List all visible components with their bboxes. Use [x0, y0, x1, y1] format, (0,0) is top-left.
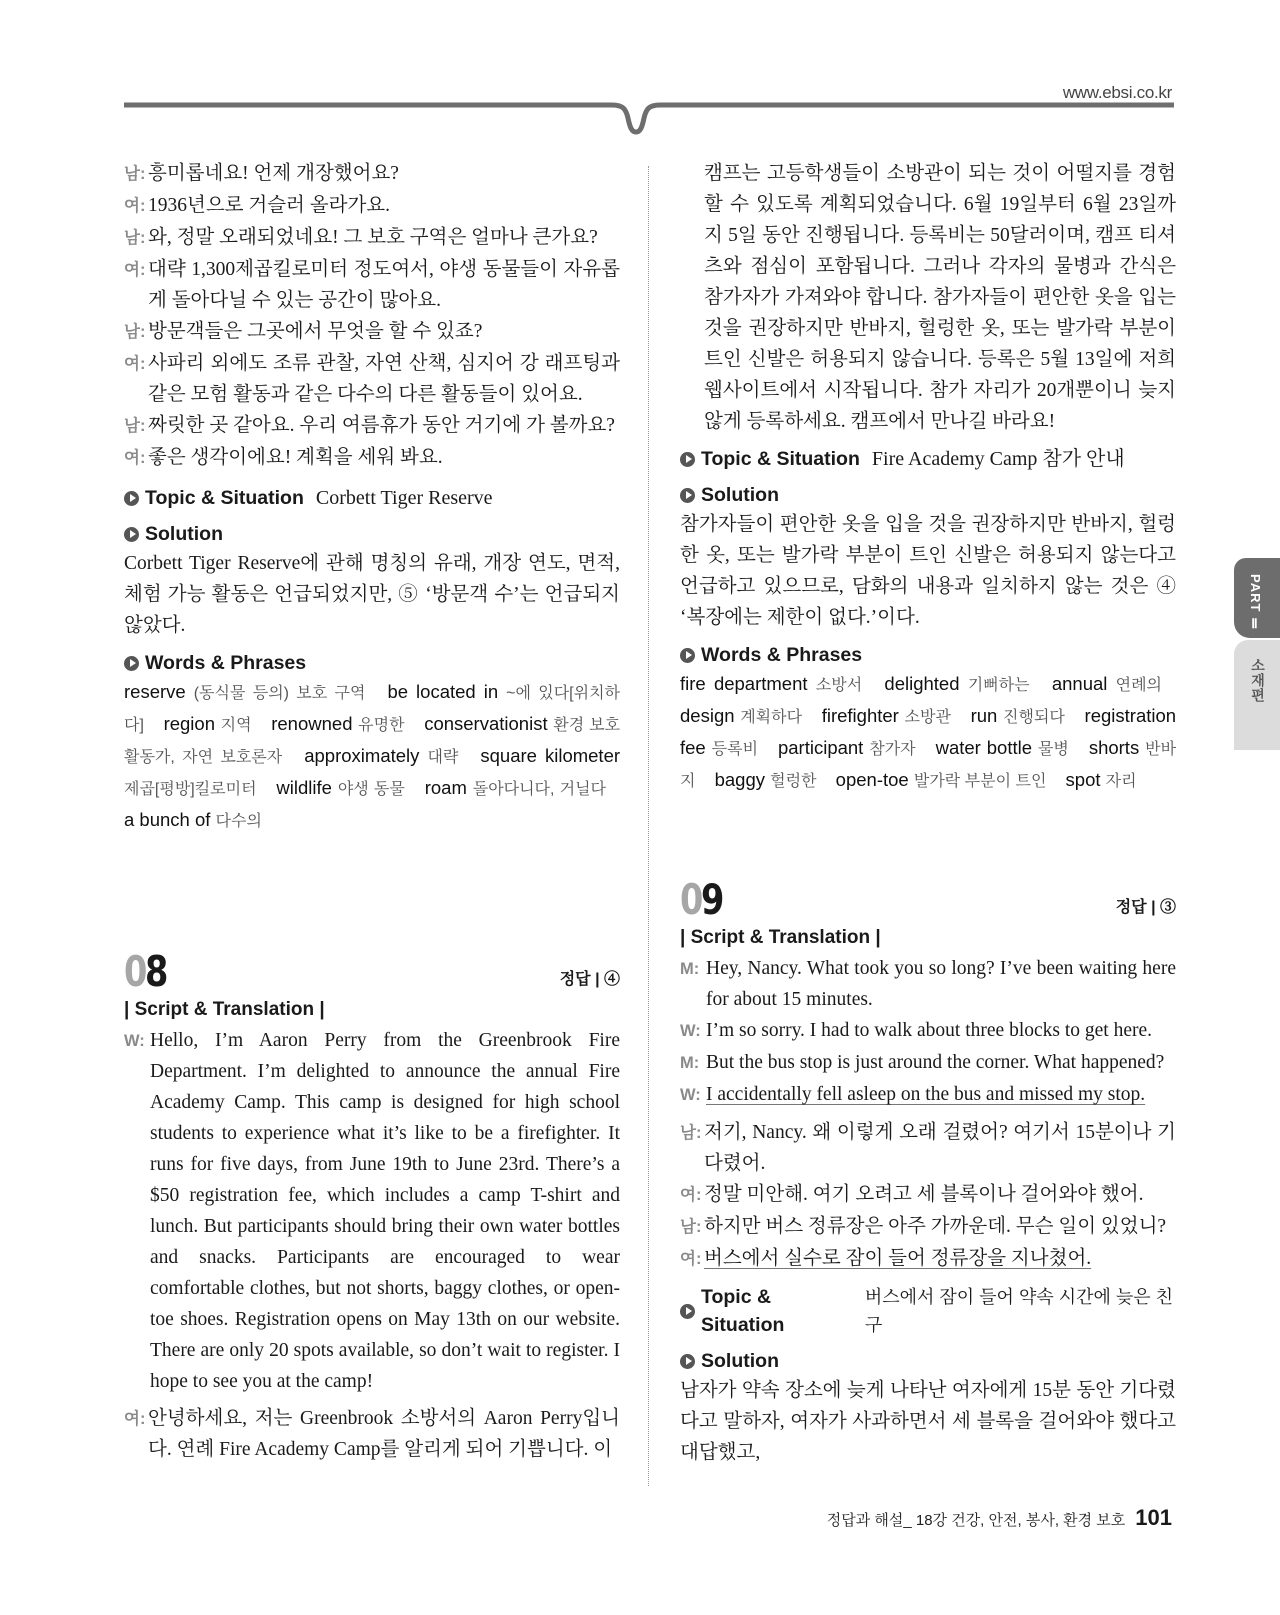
word-ko: 소방관 — [904, 709, 951, 726]
dialogue-text: 방문객들은 그곳에서 무엇을 할 수 있죠? — [148, 321, 483, 342]
solution-text: 남자가 약속 장소에 늦게 나타난 여자에게 15분 동안 기다렸다고 말하자, 여자가 사과하면서 세 블록을 걸어와야 했다고 대답했고, — [680, 1380, 1176, 1463]
dialogue-ko — [124, 158, 620, 474]
word-ko: 계획하다 — [740, 709, 803, 726]
part-tab[interactable] — [1234, 558, 1280, 638]
question-number: 08 — [124, 947, 166, 996]
dialogue-text: 1936년으로 거슬러 올라가요. — [148, 195, 390, 216]
word-en: open-toe — [835, 769, 909, 790]
word-en: annual — [1051, 673, 1108, 694]
column-divider — [648, 166, 649, 1486]
play-bullet-icon — [680, 1354, 695, 1369]
word-ko: 헐렁한 — [770, 773, 817, 790]
dialogue-text: 흥미롭네요! 언제 개장했어요? — [148, 163, 399, 184]
translation-continued: 캠프는 고등학생들이 소방관이 되는 것이 어떨지를 경험할 수 있도록 계획되었습니다. 6월 19일부터 6월 23일까지 5일 동안 진행됩니다. 등록비는 50달러이며, 캠프 티셔츠와 점심이 포함됩니다. 그러나 각자의 물병과 간식은 참가자가 가져와야 합니다. 참가자들이 편안한 옷을 입는 것을 권장하지만 반바지, 헐렁한 옷, 또는 발가락 부분이 트인 신발은 허용되지 않습니다. 등록은 5월 13일에 저희 웹사이트에서 시작됩니다. 참가 자리가 20개뿐이니 늦지 않게 등록하세요. 캠프에서 만나길 바라요! — [704, 163, 1176, 432]
speaker-label: W: — [680, 1022, 701, 1040]
solution-heading — [124, 520, 620, 548]
words-heading — [680, 641, 1176, 669]
dialogue-text: 좋은 생각이에요! 계획을 세워 봐요. — [148, 447, 443, 468]
dialogue-line — [124, 190, 620, 222]
word-ko: 물병 — [1037, 741, 1069, 758]
words-label: Words & Phrases — [145, 652, 307, 674]
speaker-label: M: — [680, 1054, 700, 1072]
dialogue-line — [680, 1079, 1176, 1111]
words-label: Words & Phrases — [701, 644, 863, 666]
speaker-label: 여: — [124, 355, 146, 373]
dialogue-line — [124, 158, 620, 190]
word-en: run — [970, 705, 998, 726]
word-en: region — [163, 713, 215, 734]
word-en: firefighter — [821, 705, 899, 726]
script-title: | Script & Translation | — [680, 927, 881, 948]
solution-label: Solution — [145, 523, 223, 545]
solution-label: Solution — [701, 484, 779, 506]
word-ko: 다수의 — [215, 813, 262, 830]
dialogue-text: I’m so sorry. I had to walk about three blocks to get here. — [706, 1020, 1153, 1041]
word-ko: 유명한 — [358, 717, 405, 734]
word-ko: (동식물 등의) 보호 구역 — [193, 685, 366, 702]
dialogue-line — [680, 1243, 1176, 1275]
word-en: delighted — [884, 673, 960, 694]
dialogue-text: 버스에서 실수로 잠이 들어 정류장을 지나쳤어. — [704, 1248, 1092, 1269]
play-bullet-icon — [124, 527, 139, 542]
dialogue-text: I accidentally fell asleep on the bus and missed my stop. — [706, 1084, 1146, 1105]
dialogue-line — [124, 410, 620, 442]
dialogue-text: But the bus stop is just around the corner. What happened? — [706, 1052, 1165, 1073]
word-en: wildlife — [276, 777, 332, 798]
section-tab[interactable] — [1234, 640, 1280, 750]
word-en: roam — [424, 777, 467, 798]
word-en: participant — [777, 737, 864, 758]
script-dialogue — [680, 953, 1176, 1111]
dialogue-line — [680, 1117, 1176, 1179]
word-ko: 반바지 — [680, 741, 1177, 790]
solution-text: 참가자들이 편안한 옷을 입을 것을 권장하지만 반바지, 헐렁한 옷, 또는 발가락 부분이 트인 신발은 허용되지 않는다고 언급하고 있으므로, 담화의 내용과 일치하지 않는 것은 ④ ‘복장에는 제한이 없다.’이다. — [680, 514, 1176, 628]
header-rule — [124, 100, 1174, 140]
word-ko: ~에 있다[위치하다] — [124, 685, 620, 734]
words-heading — [124, 649, 620, 677]
word-en: baggy — [714, 769, 766, 790]
word-en: approximately — [304, 745, 420, 766]
word-ko: 등록비 — [711, 741, 759, 758]
word-ko: 참가자 — [869, 741, 916, 758]
speaker-label: 여: — [680, 1250, 702, 1268]
play-bullet-icon — [680, 1304, 695, 1319]
dialogue-line — [124, 348, 620, 410]
word-ko: 기뻐하는 — [967, 677, 1030, 694]
page-footer — [827, 1505, 1172, 1531]
word-ko: 야생 동물 — [337, 781, 405, 798]
speaker-label: W: — [680, 1086, 701, 1104]
speaker-label: 남: — [124, 229, 146, 247]
left-column — [124, 158, 620, 1465]
translation-text: 안녕하세요, 저는 Greenbrook 소방서의 Aaron Perry입니다. 연례 Fire Academy Camp를 알리게 되어 기쁩니다. 이 — [148, 1408, 620, 1460]
speaker-label: 여: — [124, 449, 146, 467]
dialogue-text: 짜릿한 곳 같아요. 우리 여름휴가 동안 거기에 가 볼까요? — [148, 415, 615, 436]
word-en: a bunch of — [124, 809, 211, 830]
words-list — [680, 669, 1176, 797]
word-ko: 소방서 — [815, 677, 863, 694]
site-url: www.ebsi.co.kr — [1062, 83, 1172, 102]
speaker-label: 여: — [124, 261, 146, 279]
script-text: Hello, I’m Aaron Perry from the Greenbrook Fire Department. I’m delighted to announce the annual Fire Academy Camp. This camp is designed for high school students to experience what it’s like to be a firefighter. It runs for five days, from June 19th to June 23rd. There’s a $50 registration fee, which includes a camp T-shirt and lunch. But participants should bring their own water bottles and snacks. Participants are encouraged to wear comfortable clothes, but not shorts, baggy clothes, or open-toe shoes. Registration opens on May 13th on our website. There are only 20 spots available, so don’t wait to register. I hope to see you at the camp! — [150, 1030, 620, 1392]
dialogue-line — [124, 222, 620, 254]
topic-heading — [680, 445, 1176, 473]
dialogue-text: 정말 미안해. 여기 오려고 세 블록이나 걸어와야 했어. — [704, 1184, 1144, 1205]
word-ko: 진행되다 — [1003, 709, 1065, 726]
word-ko: 환경 보호 활동가, 자연 보호론자 — [124, 717, 621, 766]
speaker-label: 남: — [124, 165, 146, 183]
word-ko: 제곱[평방]킬로미터 — [124, 781, 257, 798]
word-ko: 발가락 부분이 트인 — [913, 773, 1047, 790]
word-en: design — [680, 705, 735, 726]
play-bullet-icon — [680, 452, 695, 467]
dialogue-line — [680, 1047, 1176, 1079]
topic-label: Topic & Situation — [701, 1286, 785, 1336]
word-en: reserve — [124, 681, 186, 702]
dialogue-text: 저기, Nancy. 왜 이렇게 오래 걸렸어? 여기서 15분이나 기다렸어. — [704, 1122, 1176, 1174]
translation-line — [124, 1403, 620, 1465]
dialogue-line — [124, 316, 620, 348]
solution-heading — [680, 481, 1176, 509]
solution-label: Solution — [701, 1350, 779, 1372]
dialogue-text: 와, 정말 오래되었네요! 그 보호 구역은 얼마나 큰가요? — [148, 227, 598, 248]
word-en: registration fee — [680, 705, 1177, 758]
word-en: shorts — [1088, 737, 1140, 758]
word-ko: 돌아다니다, 거닐다 — [472, 781, 607, 798]
solution-text: Corbett Tiger Reserve에 관해 명칭의 유래, 개장 연도, 면적, 체험 가능 활동은 언급되었지만, ⑤ ‘방문객 수’는 언급되지 않았다. — [124, 553, 620, 636]
speaker-label: 남: — [680, 1218, 702, 1236]
topic-value: 버스에서 잠이 들어 약속 시간에 늦은 친구 — [864, 1287, 1174, 1335]
page-number: 101 — [1135, 1505, 1172, 1530]
topic-value: Corbett Tiger Reserve — [315, 487, 493, 509]
answer-label: 정답 | ③ — [1115, 899, 1176, 916]
speaker-label: W: — [124, 1032, 145, 1050]
dialogue-text: 사파리 외에도 조류 관찰, 자연 산책, 심지어 강 래프팅과 같은 모험 활동과 같은 다수의 다른 활동들이 있어요. — [148, 353, 620, 405]
dialogue-text: Hey, Nancy. What took you so long? I’ve been waiting here for about 15 minutes. — [706, 958, 1176, 1010]
play-bullet-icon — [124, 491, 139, 506]
word-en: renowned — [271, 713, 353, 734]
play-bullet-icon — [680, 488, 695, 503]
play-bullet-icon — [680, 648, 695, 663]
dialogue-line — [680, 1179, 1176, 1211]
word-en: be located in — [387, 681, 499, 702]
dialogue-text: 대략 1,300제곱킬로미터 정도여서, 야생 동물들이 자유롭게 돌아다닐 수 있는 공간이 많아요. — [148, 259, 620, 311]
script-line — [124, 1025, 620, 1397]
speaker-label: 여: — [124, 197, 146, 215]
dialogue-line — [124, 254, 620, 316]
speaker-label: 여: — [680, 1186, 702, 1204]
topic-heading — [124, 484, 620, 512]
speaker-label: 여: — [124, 1410, 146, 1428]
dialogue-line — [680, 1211, 1176, 1243]
question-09-header — [680, 877, 1176, 923]
word-ko: 지역 — [220, 717, 252, 734]
speaker-label: M: — [680, 960, 700, 978]
part-tab-label: PART Ⅱ — [1248, 574, 1263, 634]
dialogue-line — [680, 953, 1176, 1015]
play-bullet-icon — [124, 656, 139, 671]
topic-label: Topic & Situation — [701, 448, 860, 470]
word-ko: 자리 — [1105, 773, 1137, 790]
speaker-label: 남: — [680, 1124, 702, 1142]
question-number: 09 — [680, 875, 722, 924]
word-en: conservationist — [424, 713, 548, 734]
script-title: | Script & Translation | — [124, 999, 325, 1020]
footer-chapter: 정답과 해설_ 18강 건강, 안전, 봉사, 환경 보호 — [826, 1512, 1126, 1529]
word-en: spot — [1065, 769, 1101, 790]
dialogue-line — [124, 442, 620, 474]
solution-heading — [680, 1347, 1176, 1375]
word-en: fire department — [680, 673, 808, 694]
topic-value: Fire Academy Camp 참가 안내 — [871, 448, 1125, 470]
word-ko: 대략 — [427, 749, 459, 766]
speaker-label: 남: — [124, 323, 146, 341]
word-ko: 연례의 — [1115, 677, 1163, 694]
section-tab-label: 소재편 — [1250, 658, 1266, 703]
speaker-label: 남: — [124, 417, 146, 435]
topic-label: Topic & Situation — [145, 487, 304, 509]
topic-heading — [680, 1283, 1176, 1339]
word-en: square kilometer — [480, 745, 621, 766]
dialogue-text: 하지만 버스 정류장은 아주 가까운데. 무슨 일이 있었니? — [704, 1216, 1167, 1237]
right-column — [680, 158, 1176, 1468]
word-en: water bottle — [935, 737, 1033, 758]
dialogue-line — [680, 1015, 1176, 1047]
words-list — [124, 677, 620, 837]
translation-dialogue — [680, 1117, 1176, 1275]
question-08-header — [124, 949, 620, 995]
answer-label: 정답 | ④ — [559, 971, 620, 988]
